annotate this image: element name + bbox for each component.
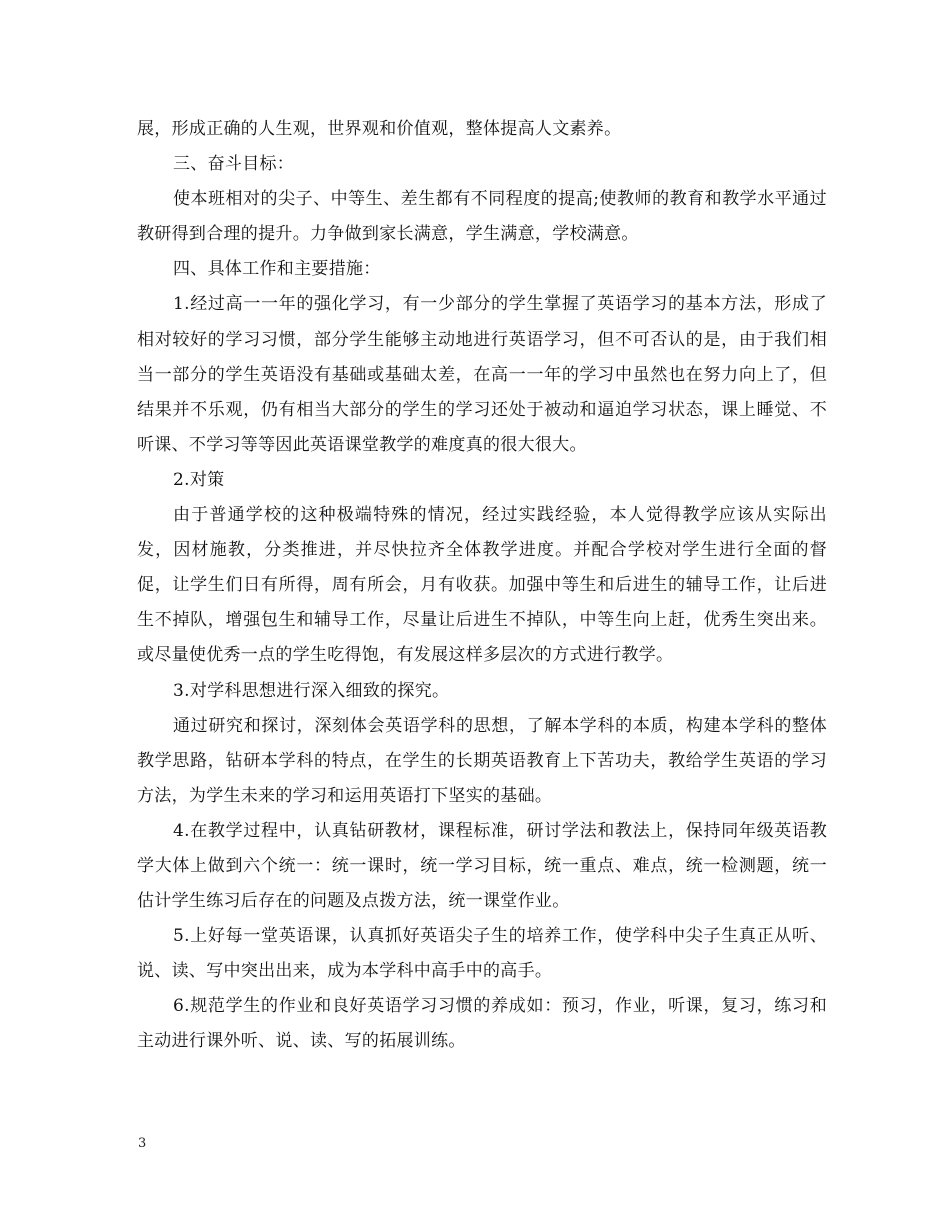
paragraph-item-1: 1.经过高一一年的强化学习，有一少部分的学生掌握了英语学习的基本方法，形成了相对较好的学习习惯，部分学生能够主动地进行英语学习，但不可否认的是，由于我们相当一部分的学生英语没有基础或基础太差，在高一一年的学习中虽然也在努力向上了，但结果并不乐观，仍有相当大部分的学生的学习还处于被动和逼迫学习状态，课上睡觉、不听课、不学习等等因此英语课堂教学的难度真的很大很大。 — [137, 294, 827, 455]
paragraph-item-4: 4.在教学过程中，认真钻研教材，课程标准，研讨学法和教法上，保持同年级英语教学大体上做到六个统一：统一课时，统一学习目标，统一重点、难点，统一检测题，统一估计学生练习后存在的问题及点拨方法，统一课堂作业。 — [137, 820, 827, 912]
page-number: 3 — [138, 1136, 147, 1151]
section-heading-goals: 三、奋斗目标： — [173, 154, 295, 175]
paragraph-item-2-heading: 2.对策 — [173, 469, 225, 490]
paragraph-continuation: 展，形成正确的人生观，世界观和价值观，整体提高人文素养。 — [137, 119, 622, 139]
paragraph-item-3: 3.对学科思想进行深入细致的探究。 — [173, 680, 450, 701]
paragraph-item-5: 5.上好每一堂英语课，认真抓好英语尖子生的培养工作，使学科中尖子生真正从听、说、读、写中突出出来，成为本学科中高手中的高手。 — [137, 926, 827, 982]
document-body — [137, 112, 827, 1060]
section-heading-measures: 四、具体工作和主要措施： — [173, 259, 381, 280]
paragraph-research: 通过研究和探讨，深刻体会英语学科的思想，了解本学科的本质，构建本学科的整体教学思路，钻研本学科的特点，在学生的长期英语教育上下苦功夫，教给学生英语的学习方法，为学生未来的学习和运用英语打下坚实的基础。 — [137, 715, 827, 806]
paragraph-goals: 使本班相对的尖子、中等生、差生都有不同程度的提高;使教师的教育和教学水平通过教研得到合理的提升。力争做到家长满意，学生满意，学校满意。 — [137, 189, 827, 245]
paragraph-strategy: 由于普通学校的这种极端特殊的情况，经过实践经验，本人觉得教学应该从实际出发，因材施教，分类推进，并尽快拉齐全体教学进度。并配合学校对学生进行全面的督促，让学生们日有所得，周有所会，月有收获。加强中等生和后进生的辅导工作，让后进生不掉队，增强包生和辅导工作，尽量让后进生不掉队，中等生向上赶，优秀生突出来。或尽量使优秀一点的学生吃得饱，有发展这样多层次的方式进行教学。 — [137, 505, 827, 666]
paragraph-item-6: 6.规范学生的作业和良好英语学习习惯的养成如：预习，作业，听课，复习，练习和主动进行课外听、说、读、写的拓展训练。 — [137, 996, 827, 1052]
